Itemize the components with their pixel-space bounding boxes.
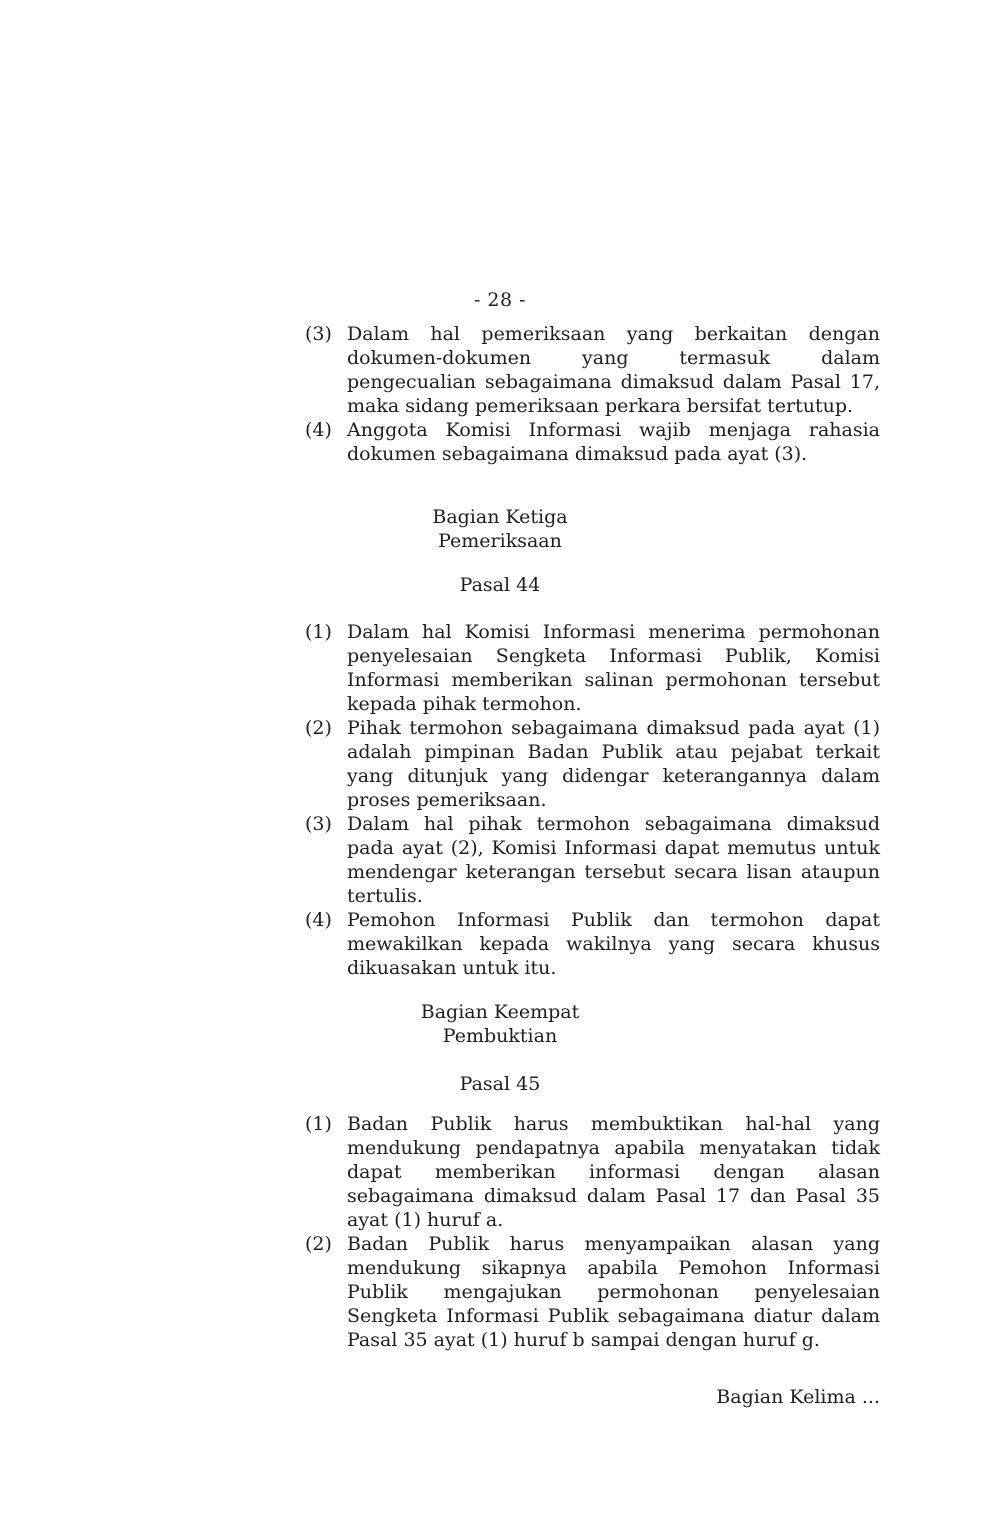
item-line: tertulis.: [347, 885, 423, 907]
item-marker: (3): [305, 813, 332, 835]
item-text: [347, 418, 880, 466]
list-item: [305, 322, 880, 418]
item-line: dapat memberikan informasi dengan alasan: [347, 1161, 880, 1183]
continuation-note: Bagian Kelima ...: [716, 1386, 880, 1408]
item-line: Sengketa Informasi Publik sebagaimana diatur dalam: [347, 1305, 880, 1327]
list-item: [305, 620, 880, 716]
item-line: mendukung pendapatnya apabila menyatakan tidak: [347, 1137, 880, 1159]
item-marker: (3): [305, 323, 332, 345]
list-item: [305, 1112, 880, 1232]
item-line: ayat (1) huruf a.: [347, 1209, 504, 1231]
item-line: maka sidang pemeriksaan perkara bersifat tertutup.: [347, 395, 854, 417]
item-line: dokumen-dokumen yang termasuk dalam: [347, 347, 880, 369]
item-text: [347, 716, 880, 812]
item-text: [347, 620, 880, 716]
page-number: - 28 -: [473, 289, 527, 311]
section-subtitle: Pemeriksaan: [438, 530, 562, 552]
item-line: dikuasakan untuk itu.: [347, 957, 557, 979]
section-title: Bagian Ketiga: [432, 506, 568, 528]
item-line: pengecualian sebagaimana dimaksud dalam Pasal 17,: [347, 371, 880, 393]
item-line: sebagaimana dimaksud dalam Pasal 17 dan Pasal 35: [347, 1185, 880, 1207]
section-heading-bagian-keempat: [0, 1000, 1000, 1048]
item-line: Publik mengajukan permohonan penyelesaian: [347, 1281, 880, 1303]
pasal-45-items: [305, 1112, 880, 1352]
pasal-45-heading: Pasal 45: [459, 1073, 541, 1095]
item-marker: (2): [305, 1233, 332, 1255]
item-marker: (1): [305, 1113, 332, 1135]
item-line: dokumen sebagaimana dimaksud pada ayat (3).: [347, 443, 808, 465]
item-line: penyelesaian Sengketa Informasi Publik, Komisi: [347, 645, 880, 667]
item-line: Pemohon Informasi Publik dan termohon dapat: [347, 909, 880, 931]
item-line: Dalam hal pihak termohon sebagaimana dimaksud: [347, 813, 880, 835]
item-line: pada ayat (2), Komisi Informasi dapat memutus untuk: [347, 837, 880, 859]
item-line: kepada pihak termohon.: [347, 693, 582, 715]
item-line: Badan Publik harus menyampaikan alasan yang: [347, 1233, 880, 1255]
item-line: Pasal 35 ayat (1) huruf b sampai dengan huruf g.: [347, 1329, 820, 1351]
item-line: Informasi memberikan salinan permohonan tersebut: [347, 669, 880, 691]
section-title: Bagian Keempat: [420, 1001, 580, 1023]
item-line: mendukung sikapnya apabila Pemohon Informasi: [347, 1257, 880, 1279]
list-item: [305, 1232, 880, 1352]
item-line: Dalam hal pemeriksaan yang berkaitan dengan: [347, 323, 880, 345]
page-content: [305, 322, 880, 1409]
section-subtitle: Pembuktian: [442, 1025, 558, 1047]
item-marker: (1): [305, 621, 332, 643]
item-text: [347, 322, 880, 418]
item-text: [347, 1232, 880, 1352]
item-line: Pihak termohon sebagaimana dimaksud pada ayat (1): [347, 717, 880, 739]
item-line: proses pemeriksaan.: [347, 789, 547, 811]
list-item: [305, 418, 880, 466]
item-marker: (2): [305, 717, 332, 739]
list-item: [305, 908, 880, 980]
item-text: [347, 908, 880, 980]
list-item: [305, 716, 880, 812]
item-line: yang ditunjuk yang didengar keterangannya dalam: [347, 765, 880, 787]
item-line: Dalam hal Komisi Informasi menerima permohonan: [347, 621, 880, 643]
item-marker: (4): [305, 419, 332, 441]
item-line: mewakilkan kepada wakilnya yang secara khusus: [347, 933, 880, 955]
item-text: [347, 1112, 880, 1232]
item-line: Badan Publik harus membuktikan hal-hal yang: [347, 1113, 880, 1135]
item-line: adalah pimpinan Badan Publik atau pejabat terkait: [347, 741, 880, 763]
item-text: [347, 812, 880, 908]
section-heading-bagian-ketiga: [0, 505, 1000, 553]
item-marker: (4): [305, 909, 332, 931]
list-item: [305, 812, 880, 908]
pasal-44-items: [305, 620, 880, 980]
pasal-44-heading: Pasal 44: [459, 574, 541, 596]
item-line: Anggota Komisi Informasi wajib menjaga rahasia: [347, 419, 880, 441]
item-line: mendengar keterangan tersebut secara lisan ataupun: [347, 861, 880, 883]
